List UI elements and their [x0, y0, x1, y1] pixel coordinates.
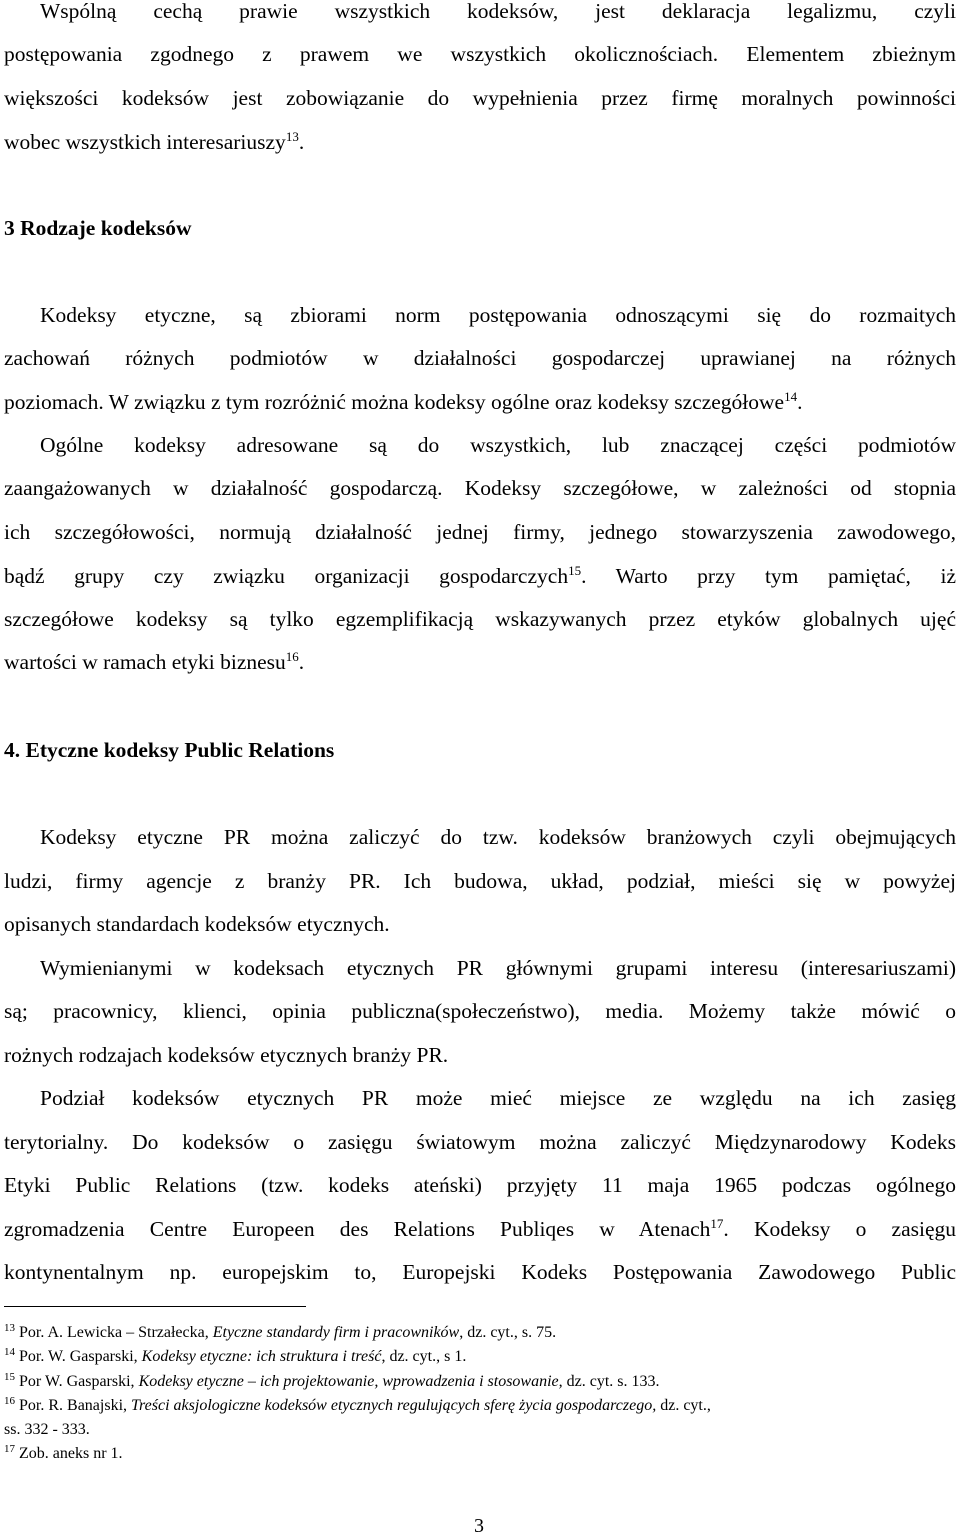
body-text-line: ich szczegółowości, normują działalność jednej firmy, jednego stowarzyszenia zawodowego, [4, 520, 956, 544]
body-text-line: poziomach. W związku z tym rozróżnić można kodeksy ogólne oraz kodeksy szczegółowe$^{14}$. [4, 389, 803, 414]
body-text-line: zachowań różnych podmiotów w działalności gospodarczej uprawianej na różnych [4, 346, 956, 370]
body-text-line: szczegółowe kodeksy są tylko egzemplifikacją wskazywanych przez etyków globalnych ujęć [4, 607, 956, 631]
footnote: $^{13}$ Por. A. Lewicka – Strzałecka, Etyczne standardy firm i pracowników, dz. cyt., s. 75. [4, 1322, 557, 1341]
body-text-line: Etyki Public Relations (tzw. kodeks ateński) przyjęty 11 maja 1965 podczas ogólnego [4, 1173, 956, 1197]
body-text-line: są; pracownicy, klienci, opinia publiczna(społeczeństwo), media. Możemy także mówić o [4, 999, 956, 1023]
body-text-line: Ogólne kodeksy adresowane są do wszystkich, lub znaczącej części podmiotów [40, 433, 956, 457]
body-text-line: opisanych standardach kodeksów etycznych. [4, 912, 390, 936]
body-text-line: zaangażowanych w działalność gospodarczą. Kodeksy szczegółowe, w zależności od stopnia [4, 476, 956, 500]
body-text-line: Kodeksy etyczne, są zbiorami norm postępowania odnoszącymi się do rozmaitych [40, 303, 956, 327]
body-text-line: Wspólną cechą prawie wszystkich kodeksów, jest deklaracja legalizmu, czyli [40, 0, 956, 23]
section-heading: 4. Etyczne kodeksy Public Relations [4, 738, 335, 762]
footnote: $^{14}$ Por. W. Gasparski, Kodeksy etyczne: ich struktura i treść, dz. cyt., s 1. [4, 1346, 467, 1365]
body-text-line: terytorialny. Do kodeksów o zasięgu światowym można zaliczyć Międzynarodowy Kodeks [4, 1130, 956, 1154]
body-text-line: Wymienianymi w kodeksach etycznych PR głównymi grupami interesu (interesariuszami) [40, 956, 956, 980]
footnote: $^{16}$ Por. R. Banajski, Treści aksjologiczne kodeksów etycznych regulujących sferę życia gospodarczego, dz. cyt., [4, 1395, 711, 1414]
footnote-ref[interactable]: 17 [710, 1216, 724, 1231]
footnote-ref[interactable]: 16 [285, 649, 299, 664]
body-text-line: bądź grupy czy związku organizacji gospodarczych$^{15}$. Warto przy tym pamiętać, iż [4, 563, 956, 588]
footnote-ref[interactable]: 15 [568, 563, 582, 578]
body-text-line: większości kodeksów jest zobowiązanie do wypełnienia przez firmę moralnych powinności [4, 86, 956, 110]
body-text-line: zgromadzenia Centre Europeen des Relations Publiqes w Atenach$^{17}$. Kodeksy o zasięgu [4, 1216, 956, 1241]
body-text-line: kontynentalnym np. europejskim to, Europejski Kodeks Postępowania Zawodowego Public [4, 1260, 956, 1284]
body-text-line: Podział kodeksów etycznych PR może mieć miejsce ze względu na ich zasięg [40, 1086, 956, 1110]
footnote-ref[interactable]: 13 [285, 129, 299, 144]
footnote: $^{15}$ Por W. Gasparski, Kodeksy etyczne – ich projektowanie, wprowadzenia i stosowanie, dz. cyt. s. 133. [4, 1371, 660, 1390]
section-heading: 3 Rodzaje kodeksów [4, 216, 192, 240]
footnote-ref[interactable]: 14 [784, 389, 798, 404]
body-text-line: Kodeksy etyczne PR można zaliczyć do tzw. kodeksów branżowych czyli obejmujących [40, 825, 956, 849]
footnote: $^{17}$ Zob. aneks nr 1. [4, 1443, 123, 1462]
body-text-line: ludzi, firmy agencje z branży PR. Ich budowa, układ, podział, mieści się w powyżej [4, 869, 956, 893]
page-number: 3 [474, 1515, 484, 1537]
footnote-continuation: ss. 332 - 333. [4, 1421, 90, 1438]
body-text-line: postępowania zgodnego z prawem we wszystkich okolicznościach. Elementem zbieżnym [4, 42, 956, 66]
body-text-line: wobec wszystkich interesariuszy$^{13}$. [4, 129, 305, 154]
body-text-line: rożnych rodzajach kodeksów etycznych branży PR. [4, 1043, 449, 1067]
body-text-line: wartości w ramach etyki biznesu$^{16}$. [4, 649, 305, 674]
footnote-separator [4, 1306, 306, 1307]
